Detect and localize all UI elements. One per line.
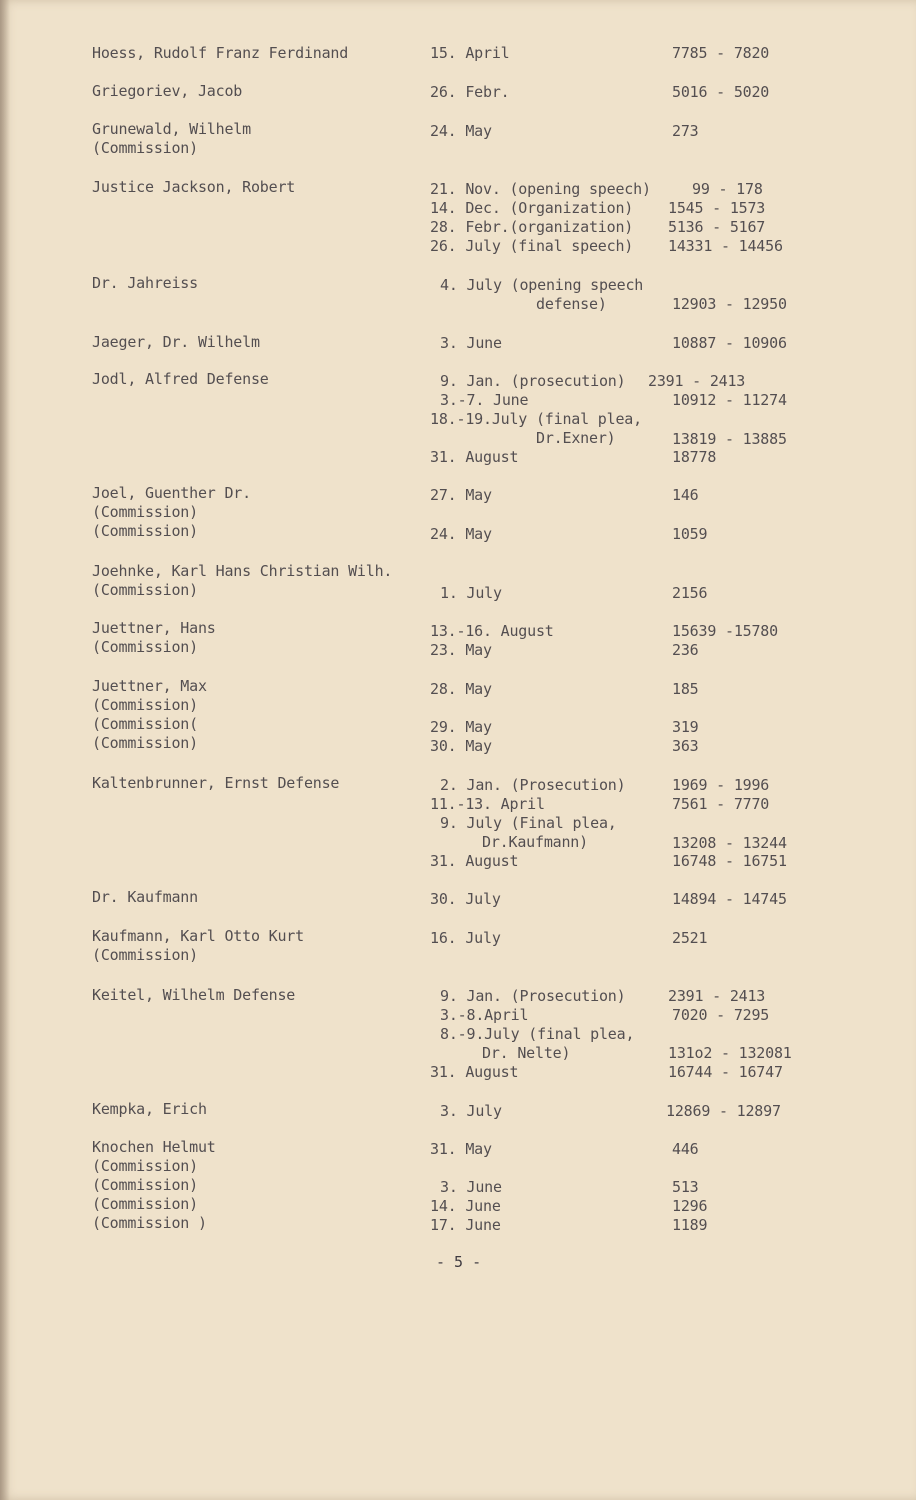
entry-note: (Commission) bbox=[92, 1195, 198, 1213]
entry-name: Knochen Helmut bbox=[92, 1138, 216, 1156]
entry-name: Juettner, Max bbox=[92, 677, 207, 695]
entry-pages: 18778 bbox=[672, 448, 717, 466]
entry-date: 27. May bbox=[430, 486, 492, 504]
entry-name: Kaufmann, Karl Otto Kurt bbox=[92, 927, 304, 945]
entry-date: 3.-8.April bbox=[440, 1006, 529, 1024]
entry-note: (Commission) bbox=[92, 522, 198, 540]
entry-pages: 1059 bbox=[672, 525, 708, 543]
entry-pages: 1189 bbox=[672, 1216, 708, 1234]
entry-note: (Commission) bbox=[92, 1157, 198, 1175]
entry-pages: 5136 - 5167 bbox=[668, 218, 766, 236]
entry-pages: 513 bbox=[672, 1178, 699, 1196]
entry-pages: 7561 - 7770 bbox=[672, 795, 770, 813]
entry-name: Justice Jackson, Robert bbox=[92, 178, 296, 196]
entry-date: 2. Jan. (Prosecution) bbox=[440, 776, 626, 794]
entry-name: Joehnke, Karl Hans Christian Wilh. bbox=[92, 562, 393, 580]
entry-pages: 446 bbox=[672, 1140, 699, 1158]
entry-note: (Commission) bbox=[92, 1176, 198, 1194]
entry-date: 30. May bbox=[430, 737, 492, 755]
entry-name: Dr. Jahreiss bbox=[92, 274, 198, 292]
entry-name: Jaeger, Dr. Wilhelm bbox=[92, 333, 260, 351]
entry-pages: 16744 - 16747 bbox=[668, 1063, 783, 1081]
entry-date: Dr.Kaufmann) bbox=[482, 833, 588, 851]
entry-name: Grunewald, Wilhelm bbox=[92, 120, 251, 138]
entry-name: Kempka, Erich bbox=[92, 1100, 207, 1118]
entry-date: 30. July bbox=[430, 890, 501, 908]
entry-date: 14. Dec. (Organization) bbox=[430, 199, 634, 217]
entry-date: 23. May bbox=[430, 641, 492, 659]
entry-note: (Commission) bbox=[92, 734, 198, 752]
entry-pages: 12869 - 12897 bbox=[666, 1102, 781, 1120]
entry-pages: 146 bbox=[672, 486, 699, 504]
entry-pages: 10912 - 11274 bbox=[672, 391, 787, 409]
entry-date: 24. May bbox=[430, 525, 492, 543]
entry-pages: 13208 - 13244 bbox=[672, 834, 787, 852]
entry-note: (Commission) bbox=[92, 503, 198, 521]
entry-pages: 131o2 - 132081 bbox=[668, 1044, 792, 1062]
entry-date: 16. July bbox=[430, 929, 501, 947]
entry-date: 11.-13. April bbox=[430, 795, 545, 813]
entry-pages: 2391 - 2413 bbox=[668, 987, 766, 1005]
entry-date: 3. June bbox=[440, 1178, 502, 1196]
entry-pages: 7785 - 7820 bbox=[672, 44, 770, 62]
entry-pages: 14331 - 14456 bbox=[668, 237, 783, 255]
entry-note: (Commission) bbox=[92, 946, 198, 964]
page-number: - 5 - bbox=[436, 1253, 482, 1271]
entry-date: 14. June bbox=[430, 1197, 501, 1215]
entry-name: Joel, Guenther Dr. bbox=[92, 484, 251, 502]
entry-note: (Commission) bbox=[92, 581, 198, 599]
entry-date: 28. May bbox=[430, 680, 492, 698]
entry-pages: 7020 - 7295 bbox=[672, 1006, 770, 1024]
entry-pages: 14894 - 14745 bbox=[672, 890, 787, 908]
entry-pages: 2391 - 2413 bbox=[648, 372, 746, 390]
entry-note: (Commission( bbox=[92, 715, 198, 733]
entry-pages: 2156 bbox=[672, 584, 708, 602]
entry-date: 3.-7. June bbox=[440, 391, 529, 409]
entry-pages: 1296 bbox=[672, 1197, 708, 1215]
entry-date: 18.-19.July (final plea, bbox=[430, 410, 642, 428]
entry-pages: 273 bbox=[672, 122, 699, 140]
entry-pages: 13819 - 13885 bbox=[672, 430, 787, 448]
entry-pages: 236 bbox=[672, 641, 699, 659]
entry-pages: 363 bbox=[672, 737, 699, 755]
entry-note: (Commission) bbox=[92, 139, 198, 157]
entry-date: 9. July (Final plea, bbox=[440, 814, 617, 832]
entry-date: 15. April bbox=[430, 44, 510, 62]
entry-date: 21. Nov. (opening speech) bbox=[430, 180, 651, 198]
entry-pages: 2521 bbox=[672, 929, 708, 947]
entry-date: 3. June bbox=[440, 334, 502, 352]
entry-date: 9. Jan. (prosecution) bbox=[440, 372, 626, 390]
entry-date: 31. May bbox=[430, 1140, 492, 1158]
entry-pages: 12903 - 12950 bbox=[672, 295, 787, 313]
entry-date: 8.-9.July (final plea, bbox=[440, 1025, 635, 1043]
entry-date: 13.-16. August bbox=[430, 622, 554, 640]
entry-pages: 319 bbox=[672, 718, 699, 736]
entry-note: (Commission ) bbox=[92, 1214, 207, 1232]
entry-date: Dr.Exner) bbox=[536, 429, 616, 447]
entry-date: 4. July (opening speech bbox=[440, 276, 644, 294]
entry-date: 3. July bbox=[440, 1102, 502, 1120]
entry-name: Juettner, Hans bbox=[92, 619, 216, 637]
entry-note: (Commission) bbox=[92, 696, 198, 714]
entry-pages: 1969 - 1996 bbox=[672, 776, 770, 794]
entry-date: Dr. Nelte) bbox=[482, 1044, 571, 1062]
entry-date: 17. June bbox=[430, 1216, 501, 1234]
entry-note: (Commission) bbox=[92, 638, 198, 656]
entry-pages: 10887 - 10906 bbox=[672, 334, 787, 352]
entry-date: 26. Febr. bbox=[430, 83, 510, 101]
entry-date: 9. Jan. (Prosecution) bbox=[440, 987, 626, 1005]
entry-pages: 16748 - 16751 bbox=[672, 852, 787, 870]
entry-date: 31. August bbox=[430, 852, 519, 870]
entry-date: 1. July bbox=[440, 584, 502, 602]
page-edge-shadow bbox=[0, 0, 10, 1500]
entry-date: 24. May bbox=[430, 122, 492, 140]
entry-name: Kaltenbrunner, Ernst Defense bbox=[92, 774, 340, 792]
entry-name: Griegoriev, Jacob bbox=[92, 82, 243, 100]
entry-name: Dr. Kaufmann bbox=[92, 888, 198, 906]
entry-date: 31. August bbox=[430, 448, 519, 466]
entry-name: Keitel, Wilhelm Defense bbox=[92, 986, 296, 1004]
entry-pages: 5016 - 5020 bbox=[672, 83, 770, 101]
entry-date: 29. May bbox=[430, 718, 492, 736]
entry-date: 31. August bbox=[430, 1063, 519, 1081]
entry-pages: 185 bbox=[672, 680, 699, 698]
entry-date: 28. Febr.(organization) bbox=[430, 218, 634, 236]
entry-pages: 99 - 178 bbox=[692, 180, 763, 198]
entry-pages: 1545 - 1573 bbox=[668, 199, 766, 217]
entry-date: defense) bbox=[536, 295, 607, 313]
entry-name: Jodl, Alfred Defense bbox=[92, 370, 269, 388]
entry-date: 26. July (final speech) bbox=[430, 237, 634, 255]
entry-name: Hoess, Rudolf Franz Ferdinand bbox=[92, 44, 349, 62]
entry-pages: 15639 -15780 bbox=[672, 622, 778, 640]
